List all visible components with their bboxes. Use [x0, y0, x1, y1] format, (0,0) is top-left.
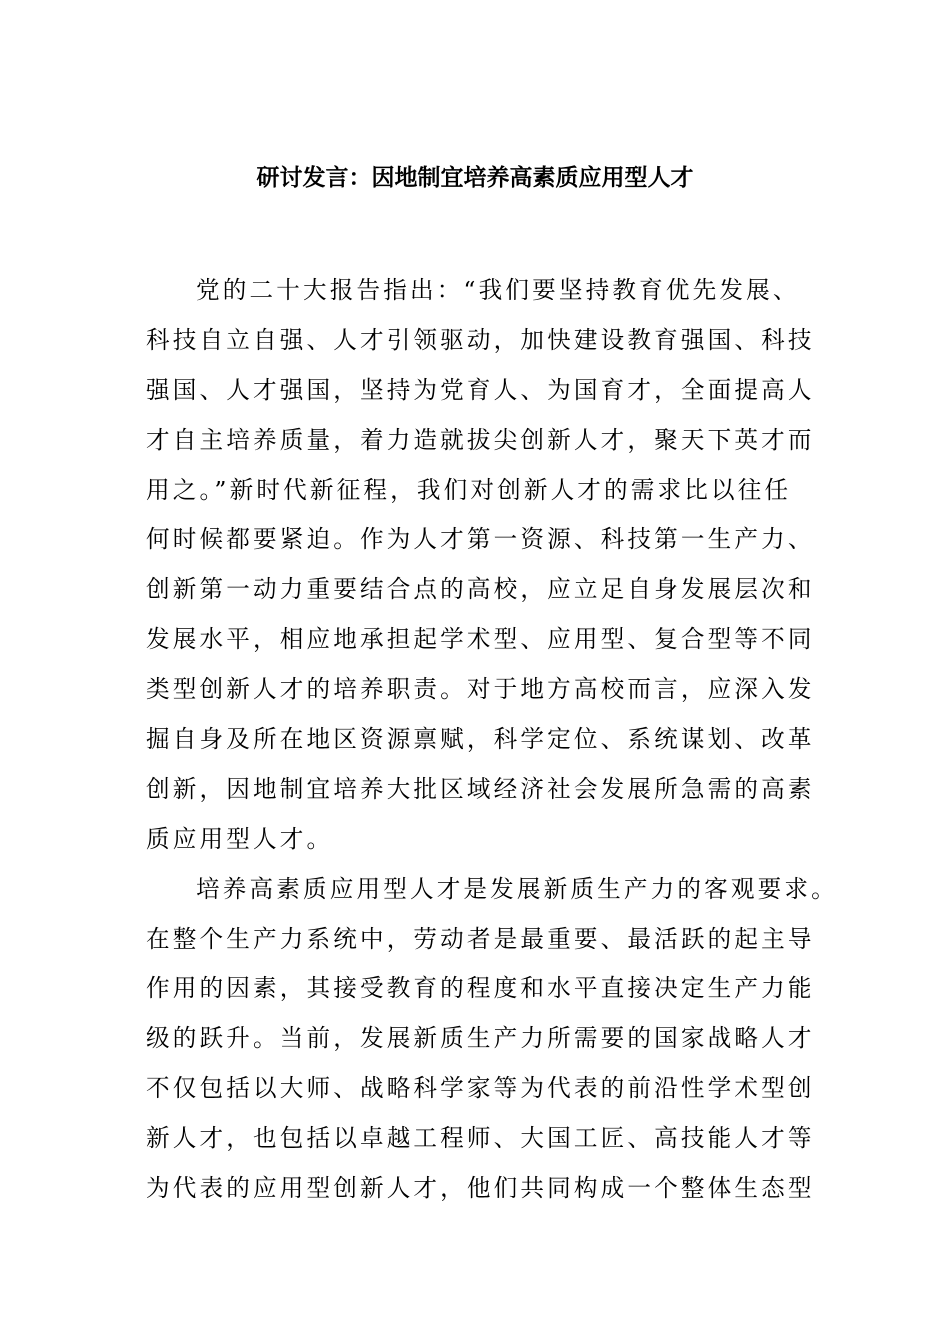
text-line: 级的跃升。当前，发展新质生产力所需要的国家战略人才 — [146, 1024, 815, 1053]
paragraph-1 — [146, 266, 826, 865]
text-line: 何时候都要紧迫。作为人才第一资源、科技第一生产力、 — [146, 525, 815, 554]
text-line: 党的二十大报告指出：“我们要坚持教育优先发展、 — [196, 276, 800, 304]
text-line: 质应用型人才。 — [146, 824, 334, 853]
paragraph-2 — [146, 865, 838, 1214]
text-line: 创新第一动力重要结合点的高校，应立足自身发展层次和 — [146, 575, 815, 604]
text-line: 在整个生产力系统中，劳动者是最重要、最活跃的起主导 — [146, 924, 815, 953]
text-line: 为代表的应用型创新人才，他们共同构成一个整体生态型 — [146, 1174, 815, 1203]
text-line: 创新，因地制宜培养大批区域经济社会发展所急需的高素 — [146, 774, 815, 803]
text-line: 掘自身及所在地区资源禀赋，科学定位、系统谋划、改革 — [146, 725, 815, 754]
document-title: 研讨发言：因地制宜培养高素质应用型人才 — [256, 164, 694, 191]
text-line: 强国、人才强国，坚持为党育人、为国育才，全面提高人 — [146, 375, 815, 404]
text-line: 用之。”新时代新征程，我们对创新人才的需求比以往任 — [146, 475, 792, 504]
text-line: 才自主培养质量，着力造就拔尖创新人才，聚天下英才而 — [146, 425, 815, 454]
text-line: 类型创新人才的培养职责。对于地方高校而言，应深入发 — [146, 675, 815, 704]
text-line: 不仅包括以大师、战略科学家等为代表的前沿性学术型创 — [146, 1074, 815, 1103]
document-body — [146, 266, 838, 1214]
text-line: 作用的因素，其接受教育的程度和水平直接决定生产力能 — [146, 974, 815, 1003]
text-line: 新人才，也包括以卓越工程师、大国工匠、高技能人才等 — [146, 1124, 815, 1153]
text-line: 发展水平，相应地承担起学术型、应用型、复合型等不同 — [146, 625, 815, 654]
text-line: 培养高素质应用型人才是发展新质生产力的客观要求。 — [196, 874, 838, 903]
text-line: 科技自立自强、人才引领驱动，加快建设教育强国、科技 — [146, 325, 815, 354]
